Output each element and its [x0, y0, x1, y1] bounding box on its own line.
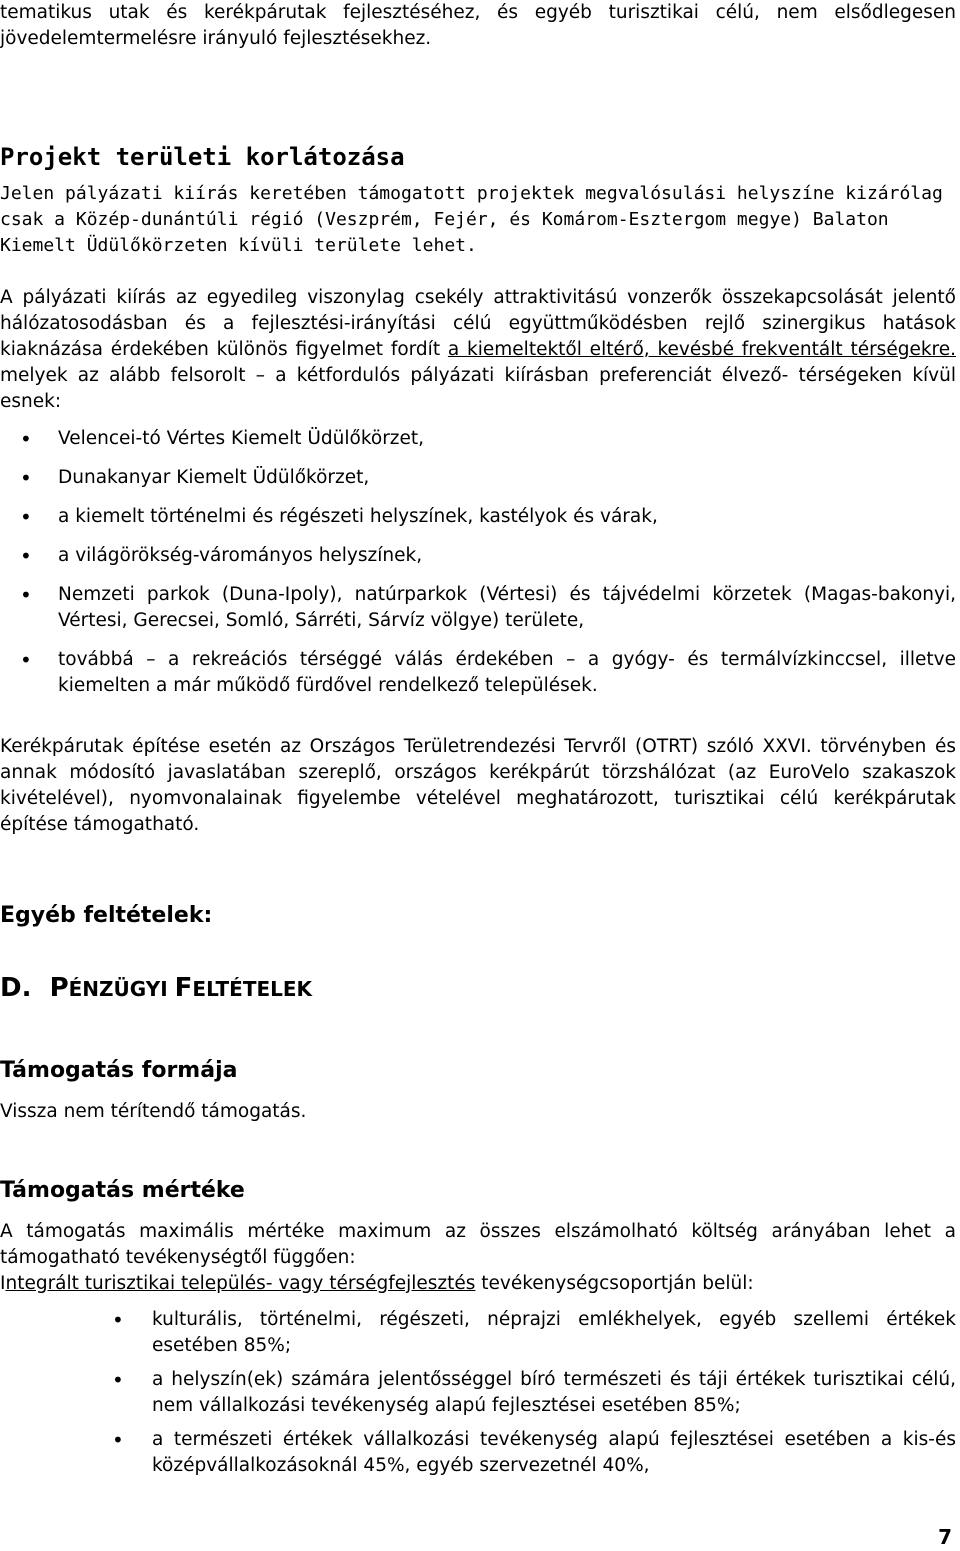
list-item: • továbbá – a rekreációs térséggé válás érdekében – a gyógy- és termálvízkinccsel, illetve kiemelten a már működő fürdővel rendelkező települések. [20, 647, 956, 699]
list-item: • kulturális, történelmi, régészeti, néprajzi emlékhelyek, egyéb szellemi értékek esetében 85%; [0, 1307, 956, 1359]
synergy-text-underlined: a kiemeltektől eltérő, kevésbé frekventált térségekre. [447, 339, 957, 360]
support-rate-text: A támogatás maximális mértéke maximum az összes elszámolható költség arányában lehet a támogatható tevékenységtől függően: [0, 1221, 956, 1268]
cycling-paragraph: Kerékpárutak építése esetén az Országos Területrendezési Tervről (OTRT) szóló XXVI. törvényben és annak módosító javaslatában szereplő, országos kerékpárút törzshálózat (az EuroVelo szakaszok kivételével), nyomvonalainak figyelembe vételével meghatározott, turisztikai célú kerékpárutak építése támogatható. [0, 736, 956, 835]
restriction-heading: Projekt területi korlátozása [0, 143, 405, 171]
list-item: • a kiemelt történelmi és régészeti helyszínek, kastélyok és várak, [20, 504, 956, 530]
activity-group-line: Integrált turisztikai település- vagy térségfejlesztés tevékenységcsoportján belül: [0, 1273, 754, 1294]
list-item: • Dunakanyar Kiemelt Üdülőkörzet, [20, 465, 956, 491]
support-form-heading: Támogatás formája [0, 1058, 238, 1083]
list-item: • a természeti értékek vállalkozási tevékenység alapú fejlesztései esetében a kis-és középvállalkozásoknál 45%, egyéb szervezetnél 40%, [0, 1427, 956, 1479]
page-number: 7 [938, 1525, 952, 1549]
section-d-heading: D. PÉNZÜGYI FELTÉTELEK [0, 973, 313, 1003]
other-conditions-heading: Egyéb feltételek: [0, 903, 213, 928]
support-form-text: Vissza nem térítendő támogatás. [0, 1101, 307, 1122]
list-item: • Nemzeti parkok (Duna-Ipoly), natúrparkok (Vértesi) és tájvédelmi körzetek (Magas-bakonyi, Vértesi, Gerecsei, Somló, Sárréti, Sárvíz völgye) területe, [20, 582, 956, 634]
synergy-text-before: A pályázati kiírás az egyedileg viszonylag csekély attraktivitású vonzerők összekapcsolását jelentő hálózatosodásban és a fejlesztési-irányítási célú együttműködésben rejlő szinergikus hatások kiaknázása érdekében különös figyelmet fordít [0, 287, 956, 360]
activity-group-name: ntegrált turisztikai település- vagy térségfejlesztés [5, 1273, 476, 1294]
synergy-text-after: melyek az alább felsorolt – a kétfordulós pályázati kiírásban preferenciát élvező- térségeken kívül esnek: [0, 365, 956, 412]
rate-list [0, 1307, 956, 1479]
list-item: • a világörökség-várományos helyszínek, [20, 543, 956, 569]
synergy-paragraph [0, 285, 956, 415]
list-item: • a helyszín(ek) számára jelentősséggel bíró természeti és táji értékek turisztikai célú, nem vállalkozási tevékenység alapú fejlesztései esetében 85%; [0, 1367, 956, 1419]
area-list [20, 426, 956, 699]
intro-paragraph: tematikus utak és kerékpárutak fejlesztéséhez, és egyéb turisztikai célú, nem elsődlegesen jövedelemtermelésre irányuló fejlesztésekhez. [0, 2, 956, 49]
section-letter: D. [0, 973, 32, 1003]
restriction-paragraph: Jelen pályázati kiírás keretében támogatott projektek megvalósulási helyszíne kizárólag csak a Közép-dunántúli régió (Veszprém, Fejér, és Komárom-Esztergom megye) Balaton Kiemelt Üdülőkörzeten kívüli területe lehet. [0, 183, 943, 256]
support-rate-heading: Támogatás mértéke [0, 1178, 245, 1203]
list-item: • Velencei-tó Vértes Kiemelt Üdülőkörzet, [20, 426, 956, 452]
